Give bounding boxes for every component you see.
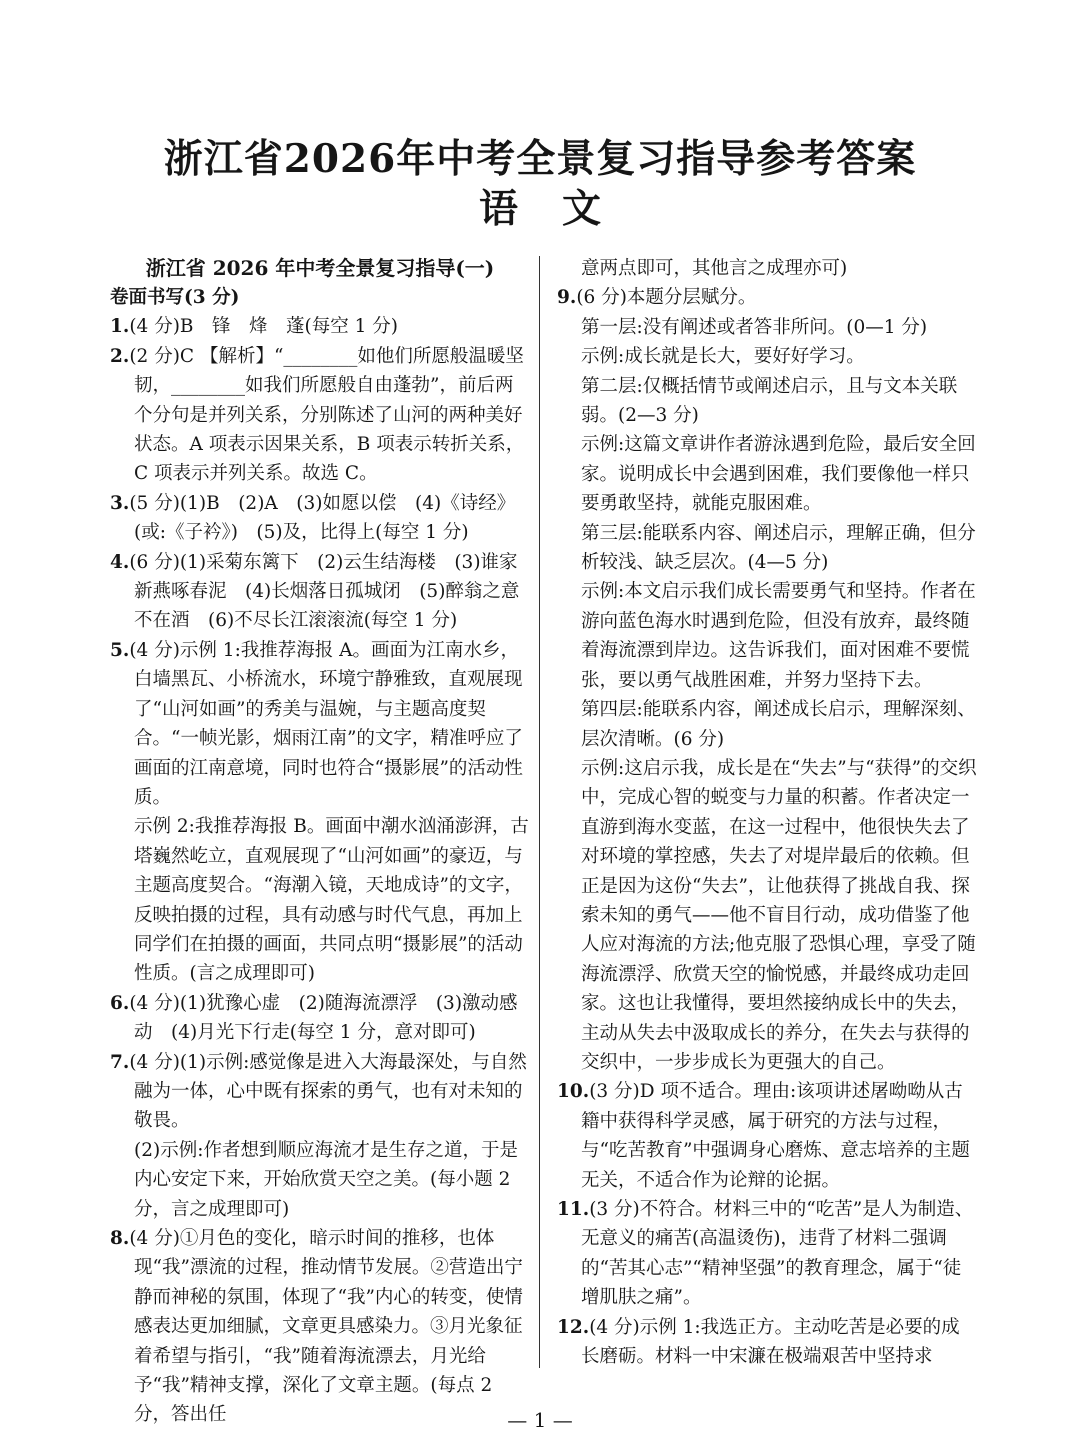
- item-number: 8.: [110, 1228, 130, 1249]
- section-title: 浙江省 2026 年中考全景复习指导(一): [145, 256, 495, 280]
- answer-item: [110, 1048, 530, 1136]
- item-text: (4 分)(1)犹豫心虚 (2)随海流漂浮 (3)激动感动 (4)月光下行走(每空 1 分，意对即可): [129, 992, 518, 1044]
- item-number: 2.: [110, 345, 130, 367]
- column-divider: [539, 256, 540, 1368]
- item-text: (4 分)(1)示例:感觉像是进入大海最深处，与自然融为一体，心中既有探索的勇气，也有对未知的敬畏。: [129, 1051, 527, 1132]
- answer-continuation: 示例:这启示我，成长是在“失去”与“获得”的交织中，完成心智的蜕变与力量的积蓄。作者决定一直游到海水变蓝，在这一过程中，他很快失去了对环境的掌控感，失去了对堤岸最后的依赖。但正是因为这份“失去”，让他获得了挑战自我、探索未知的勇气——他不盲目行动，成功借鉴了他人应对海流的方法;他克服了恐惧心理，享受了随海流漂浮、欣赏天空的愉悦感，并最终成功走回家。这也让我懂得，要坦然接纳成长中的失去，主动从失去中汲取成长的养分，在失去与获得的交织中，一步步成长为更强大的自己。: [581, 757, 977, 1073]
- item-text: (4 分)①月色的变化，暗示时间的推移，也体现“我”漂流的过程，推动情节发展。②营造出宁静而神秘的氛围，体现了“我”内心的转变，使情感表达更加细腻，文章更具感染力。③月光象征着希望与指引，“我”随着海流漂去，月光给予“我”精神支撑，深化了文章主题。(每点 2 分，答出任: [129, 1228, 523, 1426]
- left-answers: [110, 283, 530, 1430]
- answer-item: [110, 342, 530, 489]
- page-number: — 1 —: [507, 1408, 573, 1432]
- right-column: [557, 254, 977, 1371]
- answer-item: [557, 1195, 977, 1313]
- item-number: 11.: [557, 1199, 590, 1220]
- left-column: [110, 254, 530, 1430]
- item-number: 12.: [557, 1316, 590, 1338]
- page-title: 浙江省2026年中考全景复习指导参考答案: [163, 136, 917, 182]
- item-number: 1.: [110, 316, 130, 338]
- answer-item: [110, 989, 530, 1048]
- item-number: 9.: [557, 287, 577, 309]
- answer-heading: 卷面书写(3 分): [110, 287, 240, 308]
- item-text: (6 分)(1)采菊东篱下 (2)云生结海楼 (3)谁家新燕啄春泥 (4)长烟落日孤城闭 (5)醉翁之意不在酒 (6)不尽长江滚滚流(每空 1 分): [129, 551, 520, 632]
- item-text: (4 分)示例 1:我选正方。主动吃苦是必要的成长磨砺。材料一中宋濂在极端艰苦中坚持求: [581, 1316, 960, 1368]
- answer-item: [110, 1224, 530, 1430]
- answer-item: [110, 548, 530, 636]
- answer-continuation: 第二层:仅概括情节或阐述启示，且与文本关联弱。(2—3 分): [581, 375, 958, 427]
- item-text: (2 分)C 【解析】“________如他们所愿般温暖坚韧，________如我们所愿般自由蓬勃”，前后两个分句是并列关系，分别陈述了山河的两种美好状态。A 项表示因果关系，B 项表示转折关系，C 项表示并列关系。故选 C。: [129, 345, 525, 485]
- subject-title: [0, 184, 1080, 234]
- item-text: (4 分)示例 1:我推荐海报 A。画面为江南水乡，白墙黑瓦、小桥流水，环境宁静雅致，直观展现了“山河如画”的秀美与温婉，与主题高度契合。“一帧光影，烟雨江南”的文字，精准呼应了画面的江南意境，同时也符合“摄影展”的活动性质。: [129, 639, 523, 808]
- item-number: 7.: [110, 1051, 130, 1073]
- answer-continuation: 意两点即可，其他言之成理亦可): [581, 258, 848, 279]
- answer-continuation: (2)示例:作者想到顺应海流才是生存之道，于是内心安定下来，开始欣赏天空之美。(每小题 2 分，言之成理即可): [134, 1139, 518, 1220]
- item-text: (6 分)本题分层赋分。: [576, 287, 757, 309]
- item-number: 5.: [110, 639, 130, 661]
- answer-continuation: 示例:成长就是长大，要好好学习。: [581, 346, 865, 368]
- answer-item: [110, 312, 530, 341]
- item-text: (3 分)不符合。材料三中的“吃苦”是人为制造、无意义的痛苦(高温烫伤)，违背了材料二强调的“苦其心志”“精神坚强”的教育理念，属于“徒增肌肤之痛”。: [581, 1199, 974, 1309]
- item-number: 4.: [110, 551, 130, 573]
- item-number: 3.: [110, 492, 130, 514]
- answer-item: [557, 283, 977, 312]
- answer-continuation: 示例 2:我推荐海报 B。画面中潮水汹涌澎湃，古塔巍然屹立，直观展现了“山河如画”的豪迈，与主题高度契合。“海潮入镜，天地成诗”的文字，反映拍摄的过程，具有动感与时代气息，再加上同学们在拍摄的画面，共同点明“摄影展”的活动性质。(言之成理即可): [134, 816, 529, 985]
- answer-item: [110, 636, 530, 812]
- item-text: (4 分)B 锋 烽 蓬(每空 1 分): [129, 316, 398, 338]
- answer-item: [110, 489, 530, 548]
- answer-continuation: 示例:本文启示我们成长需要勇气和坚持。作者在游向蓝色海水时遇到危险，但没有放弃，最终随着海流漂到岸边。这告诉我们，面对困难不要慌张，要以勇气战胜困难，并努力坚持下去。: [581, 581, 976, 691]
- item-text: (3 分)D 项不适合。理由:该项讲述屠呦呦从古籍中获得科学灵感，属于研究的方法与过程，与“吃苦教育”中强调身心磨炼、意志培养的主题无关，不适合作为论辩的论据。: [581, 1081, 970, 1191]
- answer-continuation: 示例:这篇文章讲作者游泳遇到危险，最后安全回家。说明成长中会遇到困难，我们要像他一样只要勇敢坚持，就能克服困难。: [581, 434, 976, 515]
- answer-item: [557, 1313, 977, 1372]
- item-number: 10.: [557, 1081, 590, 1103]
- answer-continuation: 第一层:没有阐述或者答非所问。(0—1 分): [581, 316, 928, 338]
- item-text: (5 分)(1)B (2)A (3)如愿以偿 (4)《诗经》(或:《子衿》) (5)及，比得上(每空 1 分): [129, 492, 516, 544]
- subject-char-2: 文: [562, 186, 602, 232]
- subject-char-1: 语: [478, 186, 518, 232]
- item-number: 6.: [110, 992, 130, 1014]
- answer-continuation: 第三层:能联系内容、阐述启示，理解正确，但分析较浅、缺乏层次。(4—5 分): [581, 522, 976, 574]
- answer-item: [557, 1077, 977, 1195]
- right-answers: [557, 254, 977, 1371]
- answer-continuation: 第四层:能联系内容，阐述成长启示，理解深刻、层次清晰。(6 分): [581, 699, 976, 750]
